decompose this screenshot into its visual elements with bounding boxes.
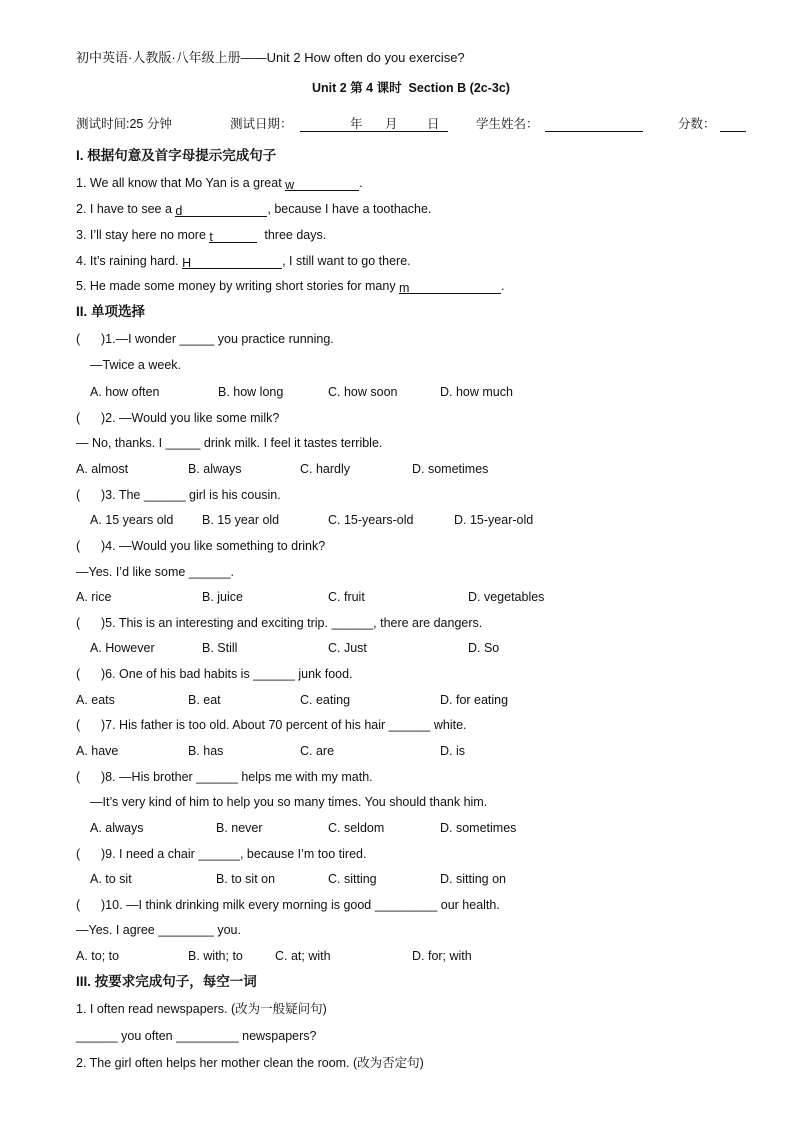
q6-option-c[interactable]: C. eating [300,693,351,707]
q7-option-d[interactable]: D. is [440,744,465,758]
s3-item-2-question: 2. The girl often helps her mother clean the room. (改为否定句) [76,1056,424,1070]
q10-reply: —Yes. I agree ________ you. [76,923,241,937]
q1-option-c[interactable]: C. how soon [328,385,398,399]
score-blank[interactable] [720,118,746,132]
q7-option-a[interactable]: A. have [76,744,119,758]
lesson-title: Unit 2 第 4 课时 Section B (2c-3c) [312,81,510,95]
s1-item-5: 5. He made some money by writing short stories for many m . [76,279,505,295]
section2-title: II. 单项选择 [76,304,146,319]
q8-stem: ( )8. —His brother ______ helps me with my math. [76,770,373,784]
q2-option-c[interactable]: C. hardly [300,462,351,476]
q2-option-d[interactable]: D. sometimes [412,462,489,476]
q3-option-c[interactable]: C. 15-years-old [328,513,414,527]
day-label: 日 [427,117,440,131]
q1-option-d[interactable]: D. how much [440,385,513,399]
q4-option-a[interactable]: A. rice [76,590,112,604]
q5-stem: ( )5. This is an interesting and exciting trip. ______, there are dangers. [76,616,483,630]
q9-option-c[interactable]: C. sitting [328,872,377,886]
q4-stem: ( )4. —Would you like something to drink? [76,539,326,553]
q5-option-b[interactable]: B. Still [202,641,238,655]
q6-stem: ( )6. One of his bad habits is ______ junk food. [76,667,353,681]
student-name-blank[interactable] [545,118,643,132]
q8-option-a[interactable]: A. always [90,821,144,835]
q6-option-d[interactable]: D. for eating [440,693,509,707]
q7-option-b[interactable]: B. has [188,744,224,758]
q2-option-b[interactable]: B. always [188,462,242,476]
s1-item-3: 3. I’ll stay here no more t three days. [76,228,327,244]
q9-stem: ( )9. I need a chair ______, because I’m too tired. [76,847,367,861]
q10-option-c[interactable]: C. at; with [275,949,331,963]
q8-option-b[interactable]: B. never [216,821,263,835]
q1-option-a[interactable]: A. how often [90,385,160,399]
q7-stem: ( )7. His father is too old. About 70 percent of his hair ______ white. [76,718,467,732]
course-title: 初中英语·人教版·八年级上册——Unit 2 How often do you exercise? [76,50,465,65]
s3-item-1-answer: ______ you often _________ newspapers? [76,1029,317,1043]
q7-option-c[interactable]: C. are [300,744,335,758]
q1-stem: ( )1.—I wonder _____ you practice running. [76,332,334,346]
s3-item-1-question: 1. I often read newspapers. (改为一般疑问句) [76,1002,327,1016]
q10-stem: ( )10. —I think drinking milk every morning is good _________ our health. [76,898,500,912]
q3-option-b[interactable]: B. 15 year old [202,513,280,527]
q5-option-a[interactable]: A. However [90,641,155,655]
year-label: 年 [350,117,363,131]
q9-option-d[interactable]: D. sitting on [440,872,507,886]
date-label: 测试日期： [230,117,293,131]
q8-option-c[interactable]: C. seldom [328,821,385,835]
section1-title: I. 根据句意及首字母提示完成句子 [76,148,277,163]
q6-option-b[interactable]: B. eat [188,693,221,707]
student-name-label: 学生姓名： [476,117,539,131]
q4-option-b[interactable]: B. juice [202,590,243,604]
q6-option-a[interactable]: A. eats [76,693,115,707]
q8-option-d[interactable]: D. sometimes [440,821,517,835]
q2-reply: — No, thanks. I _____ drink milk. I feel it tastes terrible. [76,436,383,450]
q9-option-a[interactable]: A. to sit [90,872,132,886]
date-blank[interactable] [300,118,448,132]
q3-option-d[interactable]: D. 15-year-old [454,513,534,527]
q5-option-d[interactable]: D. So [468,641,500,655]
q2-option-a[interactable]: A. almost [76,462,129,476]
q4-option-c[interactable]: C. fruit [328,590,365,604]
q8-reply: —It’s very kind of him to help you so many times. You should thank him. [90,795,488,809]
month-label: 月 [385,117,398,131]
s1-item-1: 1. We all know that Mo Yan is a great w . [76,176,363,192]
q4-option-d[interactable]: D. vegetables [468,590,545,604]
q1-option-b[interactable]: B. how long [218,385,284,399]
s1-item-2: 2. I have to see a d , because I have a toothache. [76,202,432,218]
q4-reply: —Yes. I’d like some ______. [76,565,234,579]
q10-option-b[interactable]: B. with; to [188,949,243,963]
q10-option-a[interactable]: A. to; to [76,949,120,963]
score-label: 分数： [678,117,716,131]
q3-option-a[interactable]: A. 15 years old [90,513,174,527]
q1-reply: —Twice a week. [90,358,182,372]
q10-option-d[interactable]: D. for; with [412,949,472,963]
s1-item-4: 4. It’s raining hard. H , I still want to go there. [76,254,411,270]
test-time: 测试时间:25 分钟 [76,117,172,131]
q9-option-b[interactable]: B. to sit on [216,872,276,886]
q2-stem: ( )2. —Would you like some milk? [76,411,280,425]
section3-title: III. 按要求完成句子，每空一词 [76,974,257,989]
q5-option-c[interactable]: C. Just [328,641,367,655]
q3-stem: ( )3. The ______ girl is his cousin. [76,488,281,502]
